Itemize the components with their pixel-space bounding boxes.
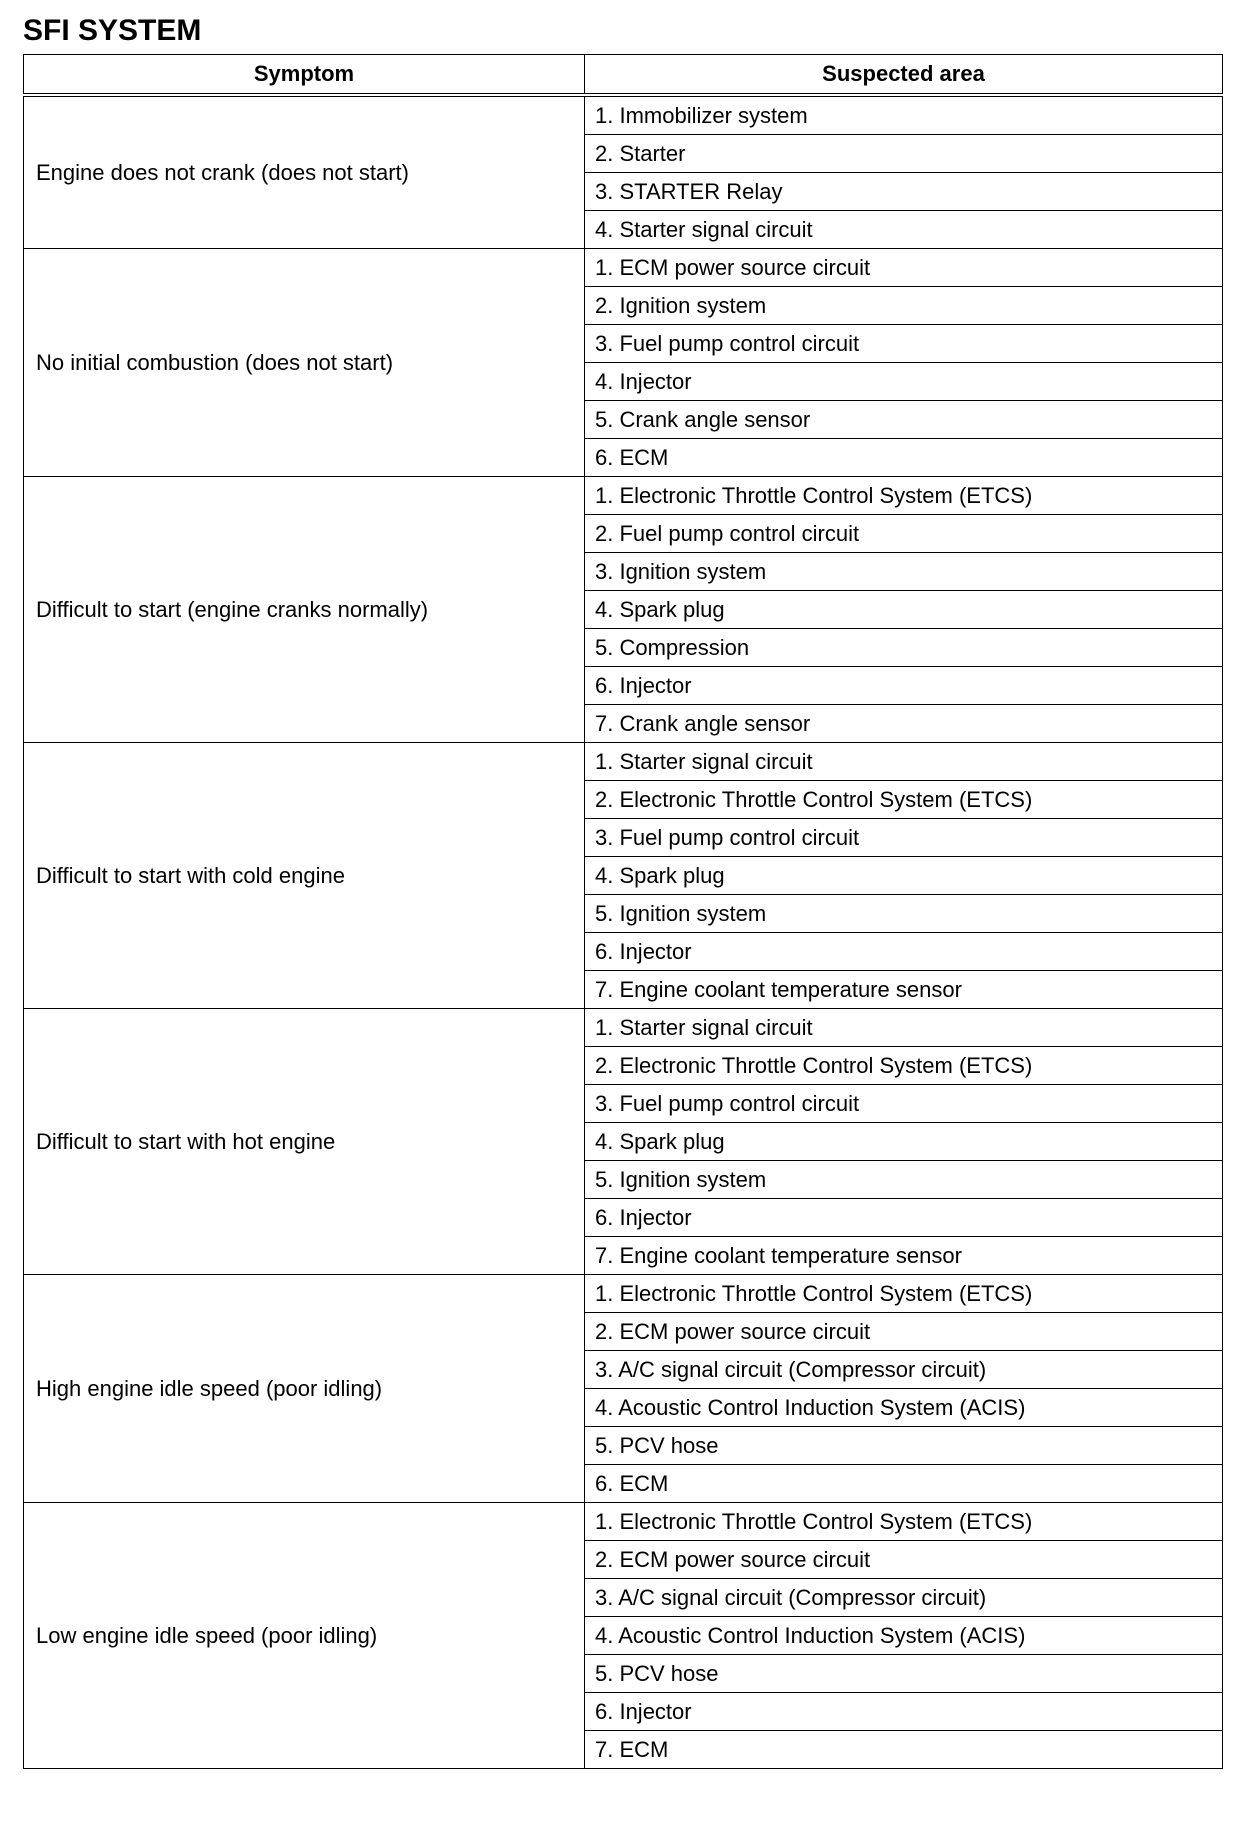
suspected-area-cell: 4. Starter signal circuit xyxy=(585,211,1223,249)
suspected-area-cell: 5. Ignition system xyxy=(585,1161,1223,1199)
suspected-area-cell: 5. Ignition system xyxy=(585,895,1223,933)
column-header-suspected-area: Suspected area xyxy=(585,55,1223,96)
suspected-area-cell: 6. ECM xyxy=(585,439,1223,477)
suspected-area-cell: 5. Crank angle sensor xyxy=(585,401,1223,439)
suspected-area-cell: 2. ECM power source circuit xyxy=(585,1541,1223,1579)
table-body xyxy=(24,95,1223,1769)
table-row xyxy=(24,1503,1223,1541)
symptom-cell: Difficult to start with cold engine xyxy=(24,743,585,1009)
symptom-cell: Low engine idle speed (poor idling) xyxy=(24,1503,585,1769)
suspected-area-cell: 1. Electronic Throttle Control System (ETCS) xyxy=(585,1275,1223,1313)
suspected-area-cell: 2. Ignition system xyxy=(585,287,1223,325)
suspected-area-cell: 3. STARTER Relay xyxy=(585,173,1223,211)
suspected-area-cell: 5. PCV hose xyxy=(585,1655,1223,1693)
symptom-cell: Difficult to start with hot engine xyxy=(24,1009,585,1275)
table-header-row xyxy=(24,55,1223,96)
suspected-area-cell: 7. Engine coolant temperature sensor xyxy=(585,1237,1223,1275)
symptom-cell: High engine idle speed (poor idling) xyxy=(24,1275,585,1503)
suspected-area-cell: 3. A/C signal circuit (Compressor circuit) xyxy=(585,1579,1223,1617)
suspected-area-cell: 3. Fuel pump control circuit xyxy=(585,325,1223,363)
suspected-area-cell: 4. Injector xyxy=(585,363,1223,401)
table-row xyxy=(24,1275,1223,1313)
suspected-area-cell: 1. Starter signal circuit xyxy=(585,743,1223,781)
symptom-cell: No initial combustion (does not start) xyxy=(24,249,585,477)
suspected-area-cell: 3. Fuel pump control circuit xyxy=(585,819,1223,857)
suspected-area-cell: 7. Engine coolant temperature sensor xyxy=(585,971,1223,1009)
suspected-area-cell: 4. Acoustic Control Induction System (ACIS) xyxy=(585,1617,1223,1655)
suspected-area-cell: 1. Starter signal circuit xyxy=(585,1009,1223,1047)
page-title: SFI SYSTEM xyxy=(23,14,202,47)
symptom-cell: Engine does not crank (does not start) xyxy=(24,95,585,249)
table-row xyxy=(24,1009,1223,1047)
suspected-area-cell: 2. ECM power source circuit xyxy=(585,1313,1223,1351)
suspected-area-cell: 6. Injector xyxy=(585,1199,1223,1237)
suspected-area-cell: 4. Spark plug xyxy=(585,857,1223,895)
table-row xyxy=(24,249,1223,287)
column-header-symptom: Symptom xyxy=(24,55,585,96)
suspected-area-cell: 2. Electronic Throttle Control System (ETCS) xyxy=(585,1047,1223,1085)
suspected-area-cell: 6. Injector xyxy=(585,933,1223,971)
suspected-area-cell: 4. Spark plug xyxy=(585,1123,1223,1161)
suspected-area-cell: 4. Spark plug xyxy=(585,591,1223,629)
table-row xyxy=(24,743,1223,781)
suspected-area-cell: 2. Electronic Throttle Control System (ETCS) xyxy=(585,781,1223,819)
suspected-area-cell: 3. A/C signal circuit (Compressor circuit) xyxy=(585,1351,1223,1389)
suspected-area-cell: 1. Immobilizer system xyxy=(585,95,1223,135)
suspected-area-cell: 2. Fuel pump control circuit xyxy=(585,515,1223,553)
symptom-table xyxy=(23,54,1223,1769)
suspected-area-cell: 7. Crank angle sensor xyxy=(585,705,1223,743)
suspected-area-cell: 6. Injector xyxy=(585,1693,1223,1731)
suspected-area-cell: 1. Electronic Throttle Control System (ETCS) xyxy=(585,1503,1223,1541)
table-row xyxy=(24,95,1223,135)
symptom-cell: Difficult to start (engine cranks normally) xyxy=(24,477,585,743)
suspected-area-cell: 1. Electronic Throttle Control System (ETCS) xyxy=(585,477,1223,515)
suspected-area-cell: 5. Compression xyxy=(585,629,1223,667)
suspected-area-cell: 1. ECM power source circuit xyxy=(585,249,1223,287)
suspected-area-cell: 4. Acoustic Control Induction System (ACIS) xyxy=(585,1389,1223,1427)
suspected-area-cell: 7. ECM xyxy=(585,1731,1223,1769)
table-row xyxy=(24,477,1223,515)
suspected-area-cell: 6. Injector xyxy=(585,667,1223,705)
suspected-area-cell: 5. PCV hose xyxy=(585,1427,1223,1465)
suspected-area-cell: 3. Fuel pump control circuit xyxy=(585,1085,1223,1123)
suspected-area-cell: 3. Ignition system xyxy=(585,553,1223,591)
suspected-area-cell: 2. Starter xyxy=(585,135,1223,173)
suspected-area-cell: 6. ECM xyxy=(585,1465,1223,1503)
